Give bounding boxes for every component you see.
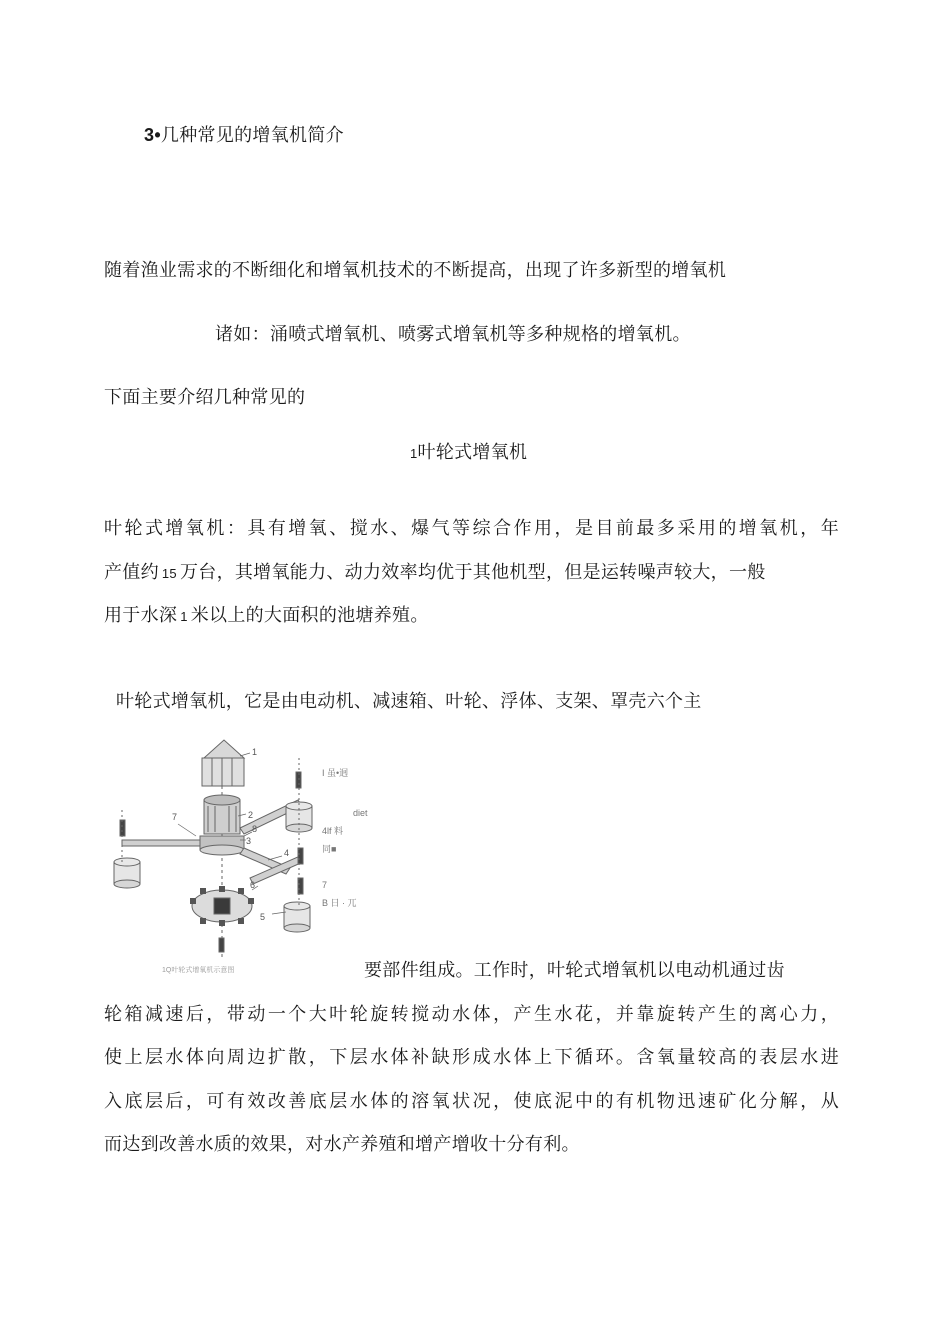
impeller-line-2 xyxy=(104,561,766,586)
impeller-text-2a: 产值约 xyxy=(104,562,159,583)
intro-line-1: 随着渔业需求的不断细化和增氧机技术的不断提高，出现了许多新型的增氧机 xyxy=(104,260,727,281)
part-number-7: 7 xyxy=(172,812,178,822)
impeller-number-15: 15 xyxy=(161,566,177,581)
impeller-text-3a: 用于水深 xyxy=(104,605,178,626)
components-line-5: 入底层后，可有效改善底层水体的溶氧状况，使底泥中的有机物迅速矿化分解，从 xyxy=(104,1091,839,1112)
side-label-3: 4lf 料 xyxy=(322,826,344,836)
section-heading xyxy=(144,123,344,148)
section-bullet: • xyxy=(154,125,161,145)
impeller-text-2b: 万台，其增氧能力、动力效率均优于其他机型，但是运转噪声较大，一般 xyxy=(179,562,766,583)
components-line-6: 而达到改善水质的效果，对水产养殖和增产增收十分有利。 xyxy=(104,1134,580,1155)
subheading xyxy=(410,441,527,466)
part-number-5: 5 xyxy=(260,912,266,922)
part-number-4: 4 xyxy=(284,848,290,858)
components-line-2: 要部件组成。工作时，叶轮式增氧机以电动机通过齿 xyxy=(364,960,785,981)
side-label-1: I 虽•迥 xyxy=(322,768,349,778)
part-number-1: 1 xyxy=(252,747,258,757)
intro-line-2: 诸如：涌喷式增氧机、喷雾式增氧机等多种规格的增氧机。 xyxy=(215,324,691,345)
part-number-8: 8 xyxy=(252,824,258,834)
impeller-line-3 xyxy=(104,604,429,629)
components-line-3: 轮箱减速后，带动一个大叶轮旋转搅动水体，产生水花，并靠旋转产生的离心力， xyxy=(104,1004,839,1025)
components-line-1: 叶轮式增氧机，它是由电动机、减速箱、叶轮、浮体、支架、罩壳六个主 xyxy=(116,691,702,712)
subheading-title: 叶轮式增氧机 xyxy=(417,442,528,463)
side-label-6: B 日 · 兀 xyxy=(322,898,357,908)
impeller-text-3b: 米以上的大面积的池塘养殖。 xyxy=(190,605,429,626)
components-line-4: 使上层水体向周边扩散，下层水体补缺形成水体上下循环。含氧量较高的表层水进 xyxy=(104,1047,839,1068)
part-number-2: 2 xyxy=(248,810,254,820)
cover-body xyxy=(202,758,244,786)
figure-caption: 1Q叶轮式增氧机示意图 xyxy=(162,967,235,974)
side-label-5: 7 xyxy=(322,880,328,890)
aerator-diagram-svg xyxy=(100,728,380,978)
part-number-6: 6 xyxy=(250,880,256,890)
intro-line-3: 下面主要介绍几种常见的 xyxy=(104,387,306,408)
subheading-number: 1 xyxy=(410,446,418,461)
part-number-3: 3 xyxy=(246,836,252,846)
impeller-line-1: 叶轮式增氧机：具有增氧、搅水、爆气等综合作用，是目前最多采用的增氧机，年 xyxy=(104,518,839,539)
aerator-diagram xyxy=(100,728,380,978)
side-label-2: diet xyxy=(353,808,368,818)
impeller-number-1: 1 xyxy=(180,609,188,624)
cover-shape xyxy=(204,740,244,758)
section-title: 几种常见的增氧机简介 xyxy=(160,125,344,146)
side-label-4: 同■ xyxy=(322,844,337,854)
arm-left xyxy=(122,840,200,846)
aerator-parts xyxy=(114,740,312,958)
section-number: 3 xyxy=(144,125,155,145)
